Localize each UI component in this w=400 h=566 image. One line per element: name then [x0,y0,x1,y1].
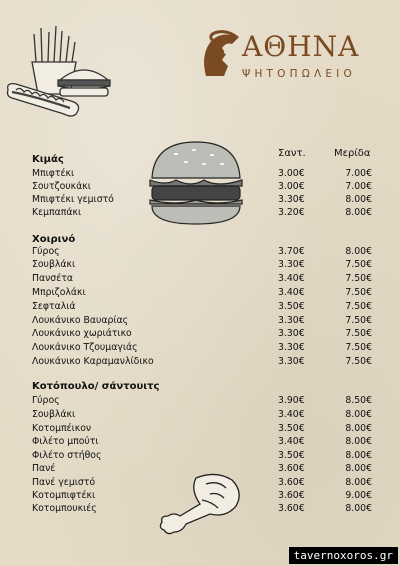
item-price-small: 3.50€ [278,301,305,312]
item-price-portion: 8.00€ [345,463,372,474]
menu-row [32,301,374,314]
item-price-portion: 7.50€ [345,328,372,339]
menu-row [32,259,374,272]
item-name: Σεφταλιά [32,301,76,312]
item-name: Πανέ γεμιστό [32,477,96,488]
menu-row [32,450,374,463]
section-title-xoirino: Χοιρινό [32,234,76,245]
menu-row [32,436,374,449]
item-price-portion: 7.50€ [345,356,372,367]
brand-name: ΑΘΗΝΑ [242,30,360,63]
item-price-portion: 9.00€ [345,490,372,501]
column-header-portion: Μερίδα [334,148,371,159]
item-name: Σουτζουκάκι [32,181,91,192]
item-price-small: 3.50€ [278,450,305,461]
item-price-portion: 7.00€ [345,168,372,179]
fast-food-illustration [4,22,114,122]
item-price-small: 3.00€ [278,168,305,179]
item-price-portion: 8.50€ [345,395,372,406]
menu-row [32,423,374,436]
item-price-small: 3.30€ [278,315,305,326]
item-price-portion: 8.00€ [345,207,372,218]
menu-row [32,342,374,355]
menu-row [32,490,374,503]
item-name: Λουκάνικο Βαυαρίας [32,315,129,326]
menu-row [32,246,374,259]
item-name: Λουκάνικο Τζουμαγιάς [32,342,138,353]
item-price-portion: 8.00€ [345,423,372,434]
item-name: Λουκάνικο χωριάτικο [32,328,132,339]
menu-row [32,181,374,194]
item-name: Κοτομπιφτέκι [32,490,96,501]
item-name: Γύρος [32,395,60,406]
item-price-portion: 8.00€ [345,436,372,447]
menu-row [32,503,374,516]
item-price-portion: 7.50€ [345,259,372,270]
item-name: Μπιφτέκι γεμιστό [32,194,114,205]
column-header-small: Σαντ. [278,148,306,159]
item-price-small: 3.20€ [278,207,305,218]
section-title-kotopoulo: Κοτόπουλο/ σάντουιτς [32,381,160,392]
section-title-kimas: Κιμάς [32,154,64,165]
item-name: Κεμπαπάκι [32,207,82,218]
item-name: Μπριζολάκι [32,287,86,298]
menu-row [32,463,374,476]
menu-row [32,207,374,220]
brand-subtitle: ΨΗΤΟΠΩΛΕΙΟ [242,68,356,80]
item-name: Κοτομπέικον [32,423,92,434]
item-name: Γύρος [32,246,60,257]
item-price-portion: 7.50€ [345,342,372,353]
item-name: Λουκάνικο Καραμανλίδικο [32,356,154,367]
item-price-portion: 7.50€ [345,273,372,284]
item-price-portion: 8.00€ [345,503,372,514]
item-price-portion: 8.00€ [345,194,372,205]
item-name: Πανσέτα [32,273,73,284]
item-price-portion: 8.00€ [345,477,372,488]
item-price-small: 3.40€ [278,436,305,447]
menu-row [32,194,374,207]
menu-row [32,395,374,408]
item-price-small: 3.40€ [278,287,305,298]
item-name: Σουβλάκι [32,259,76,270]
item-price-small: 3.60€ [278,477,305,488]
item-price-small: 3.70€ [278,246,305,257]
item-price-small: 3.50€ [278,423,305,434]
menu-row [32,477,374,490]
item-price-small: 3.40€ [278,273,305,284]
item-name: Πανέ [32,463,56,474]
item-name: Σουβλάκι [32,409,76,420]
helmet-logo-icon [198,30,242,80]
watermark: tavernoxoros.gr [289,547,398,564]
item-price-small: 3.60€ [278,503,305,514]
item-name: Μπιφτέκι [32,168,75,179]
item-price-portion: 8.00€ [345,409,372,420]
item-name: Κοτομπουκιές [32,503,97,514]
menu-row [32,328,374,341]
menu-row [32,287,374,300]
item-price-portion: 8.00€ [345,246,372,257]
item-price-small: 3.60€ [278,463,305,474]
item-price-small: 3.90€ [278,395,305,406]
item-price-portion: 7.50€ [345,315,372,326]
item-price-small: 3.60€ [278,490,305,501]
item-name: Φιλέτο μπούτι [32,436,99,447]
menu-row [32,356,374,369]
menu-row [32,315,374,328]
item-price-small: 3.30€ [278,328,305,339]
item-price-small: 3.30€ [278,194,305,205]
item-price-small: 3.00€ [278,181,305,192]
item-price-portion: 8.00€ [345,450,372,461]
menu-row [32,409,374,422]
item-price-portion: 7.50€ [345,301,372,312]
item-price-small: 3.30€ [278,356,305,367]
item-price-portion: 7.50€ [345,287,372,298]
item-price-small: 3.30€ [278,342,305,353]
item-name: Φιλέτο στήθος [32,450,102,461]
item-price-portion: 7.00€ [345,181,372,192]
item-price-small: 3.40€ [278,409,305,420]
item-price-small: 3.30€ [278,259,305,270]
menu-row [32,168,374,181]
menu-row [32,273,374,286]
